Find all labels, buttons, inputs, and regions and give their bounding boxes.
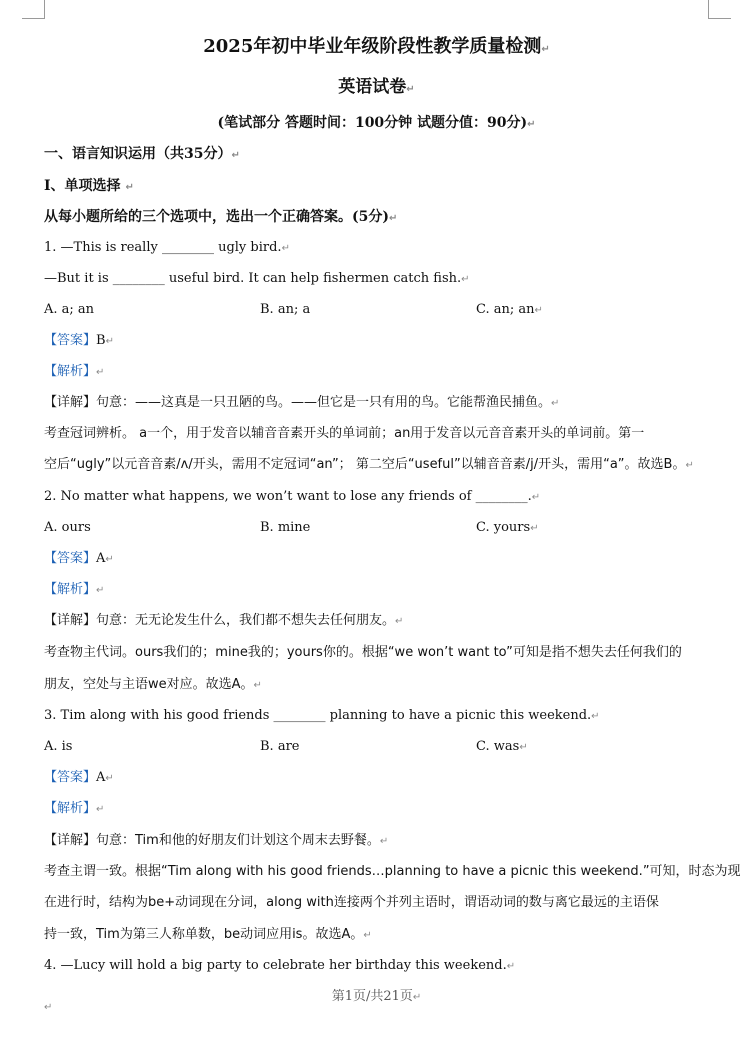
section-heading-part1: 一、语言知识运用（共35分）↵ <box>44 146 240 162</box>
question-2-option-b: B. mine <box>260 520 311 535</box>
question-3-answer: 【答案】A↵ <box>44 770 114 785</box>
question-2-explanation-2: 朋友，空处与主语we对应。故选A。↵ <box>44 677 262 692</box>
exam-subtitle: 英语试卷↵ <box>338 77 415 97</box>
question-1-answer: 【答案】B↵ <box>44 333 114 348</box>
section-heading-single-choice: Ⅰ、单项选择 ↵ <box>44 178 134 194</box>
question-3-explanation-3: 持一致，Tim为第三人称单数，be动词应用is。故选A。↵ <box>44 927 372 942</box>
corner-mark-left <box>22 0 45 19</box>
question-1-line-1: 1. —This is really ________ ugly bird.↵ <box>44 240 290 255</box>
section-instruction: 从每小题所给的三个选项中，选出一个正确答案。(5分)↵ <box>44 209 398 225</box>
question-3-option-c: C. was↵ <box>476 739 528 754</box>
paragraph-mark: ↵ <box>44 1002 53 1013</box>
question-2-option-a: A. ours <box>44 520 91 535</box>
question-1-explanation-1: 考查冠词辨析。 a一个，用于发音以辅音音素开头的单词前；an用于发音以元音音素开头的单词前。第一 <box>44 426 645 441</box>
exam-title: 2025年初中毕业年级阶段性教学质量检测↵ <box>203 36 550 57</box>
page-footer: 第1页/共21页↵ <box>331 989 422 1004</box>
question-1-detail: 【详解】句意：——这真是一只丑陋的鸟。——但它是一只有用的鸟。它能帮渔民捕鱼。↵ <box>44 395 560 410</box>
exam-info: (笔试部分 答题时间：100分钟 试题分值：90分)↵ <box>217 115 536 131</box>
question-4-line-1: 4. —Lucy will hold a big party to celebrate her birthday this weekend.↵ <box>44 958 516 973</box>
question-3-analysis: 【解析】↵ <box>44 801 105 816</box>
corner-mark-right <box>708 0 731 19</box>
question-2-line-1: 2. No matter what happens, we won’t want to lose any friends of ________.↵ <box>44 489 541 504</box>
question-3-explanation-2: 在进行时，结构为be+动词现在分词，along with连接两个并列主语时，谓语动词的数与离它最远的主语保 <box>44 895 659 910</box>
question-3-explanation-1: 考查主谓一致。根据“Tim along with his good friends…planning to have a picnic this weekend.”可知，时态为现 <box>44 864 741 879</box>
question-3-line-1: 3. Tim along with his good friends ________ planning to have a picnic this weekend.↵ <box>44 708 600 723</box>
question-2-option-c: C. yours↵ <box>476 520 539 535</box>
question-1-explanation-2: 空后“ugly”以元音音素/ʌ/开头，需用不定冠词“an”； 第二空后“useful”以辅音音素/j/开头，需用“a”。故选B。↵ <box>44 457 694 472</box>
question-1-analysis: 【解析】↵ <box>44 364 105 379</box>
question-2-answer: 【答案】A↵ <box>44 551 114 566</box>
question-2-detail: 【详解】句意：无无论发生什么，我们都不想失去任何朋友。↵ <box>44 613 404 628</box>
question-1-line-2: —But it is ________ useful bird. It can help fishermen catch fish.↵ <box>44 271 470 286</box>
question-1-option-a: A. a; an <box>44 302 95 317</box>
question-1-option-c: C. an; an↵ <box>476 302 543 317</box>
question-3-option-a: A. is <box>44 739 73 754</box>
question-2-explanation-1: 考查物主代词。ours我们的；mine我的；yours你的。根据“we won’t want to”可知是指不想失去任何我们的 <box>44 645 682 660</box>
question-3-detail: 【详解】句意：Tim和他的好朋友们计划这个周末去野餐。↵ <box>44 833 389 848</box>
question-3-option-b: B. are <box>260 739 300 754</box>
question-1-option-b: B. an; a <box>260 302 311 317</box>
question-2-analysis: 【解析】↵ <box>44 582 105 597</box>
